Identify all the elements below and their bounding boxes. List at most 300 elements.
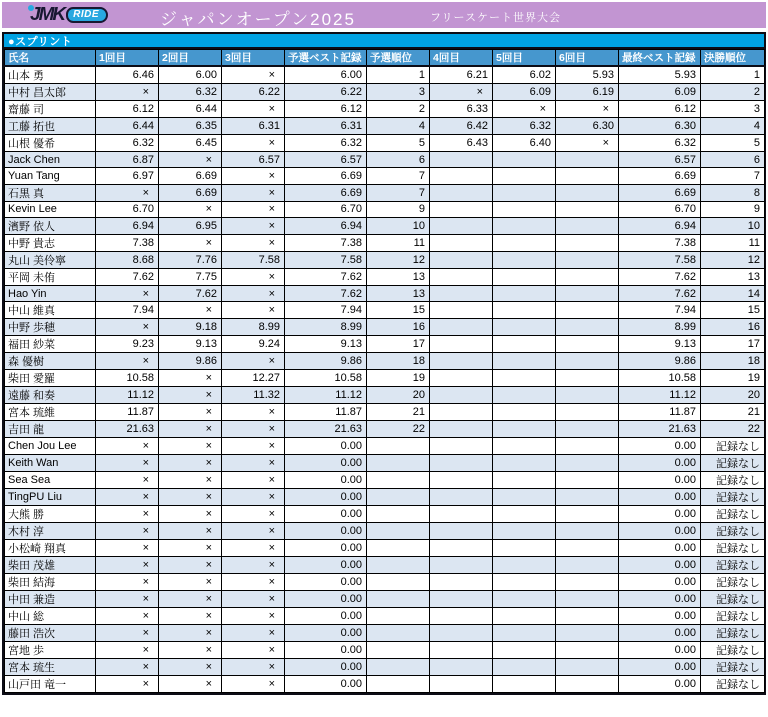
event-banner (2, 2, 766, 28)
value-cell (367, 472, 430, 489)
value-cell (430, 659, 493, 676)
value-cell: 8.99 (222, 319, 285, 336)
value-cell: × (222, 642, 285, 659)
value-cell: 9.86 (619, 353, 701, 370)
athlete-name-cell: 中山 総 (5, 608, 96, 625)
table-row (5, 676, 765, 693)
value-cell (493, 625, 556, 642)
value-cell: 6.33 (430, 101, 493, 118)
value-cell: 6.00 (159, 66, 222, 84)
value-cell (556, 269, 619, 286)
value-cell (430, 608, 493, 625)
value-cell: 0.00 (285, 523, 367, 540)
value-cell: × (159, 625, 222, 642)
table-row (5, 152, 765, 168)
value-cell (493, 152, 556, 168)
value-cell (556, 489, 619, 506)
value-cell (556, 591, 619, 608)
value-cell: × (222, 489, 285, 506)
value-cell (493, 319, 556, 336)
value-cell (430, 438, 493, 455)
value-cell: 6.31 (285, 118, 367, 135)
value-cell: 7.75 (159, 269, 222, 286)
value-cell: 5.93 (619, 66, 701, 84)
table-row (5, 574, 765, 591)
value-cell: 5 (701, 135, 765, 152)
value-cell: 11.87 (96, 404, 159, 421)
athlete-name-cell: 吉田 龍 (5, 421, 96, 438)
value-cell (430, 252, 493, 269)
athlete-name-cell: 宮本 琉生 (5, 659, 96, 676)
value-cell: 11 (367, 235, 430, 252)
value-cell: × (222, 676, 285, 693)
value-cell: 13 (367, 286, 430, 302)
value-cell: 21 (701, 404, 765, 421)
value-cell: 6.32 (159, 84, 222, 101)
value-cell: 0.00 (619, 455, 701, 472)
value-cell (430, 286, 493, 302)
value-cell: 9.86 (285, 353, 367, 370)
value-cell: 4 (701, 118, 765, 135)
athlete-name-cell: 柴田 結海 (5, 574, 96, 591)
value-cell: 20 (367, 387, 430, 404)
value-cell (493, 286, 556, 302)
value-cell: 10 (367, 218, 430, 235)
value-cell: 6.70 (285, 201, 367, 217)
value-cell: × (222, 135, 285, 152)
value-cell: 9 (367, 201, 430, 217)
value-cell (430, 370, 493, 387)
athlete-name-cell: 濱野 依人 (5, 218, 96, 235)
athlete-name-cell: 平岡 未侑 (5, 269, 96, 286)
value-cell: 0.00 (619, 489, 701, 506)
value-cell: 記録なし (701, 438, 765, 455)
table-header-row (5, 50, 765, 67)
value-cell: × (222, 286, 285, 302)
table-row (5, 404, 765, 421)
athlete-name-cell: 遠藤 和奏 (5, 387, 96, 404)
athlete-name-cell: Hao Yin (5, 286, 96, 302)
value-cell (493, 659, 556, 676)
value-cell: 5 (367, 135, 430, 152)
value-cell: 記録なし (701, 642, 765, 659)
value-cell (493, 506, 556, 523)
athlete-name-cell: Kevin Lee (5, 201, 96, 217)
athlete-name-cell: 宮本 琉維 (5, 404, 96, 421)
value-cell: × (159, 387, 222, 404)
value-cell: 7.58 (222, 252, 285, 269)
value-cell: × (159, 421, 222, 438)
value-cell (493, 269, 556, 286)
value-cell: × (96, 184, 159, 201)
value-cell (493, 387, 556, 404)
value-cell: 6.31 (222, 118, 285, 135)
table-row (5, 201, 765, 217)
value-cell: 11.87 (285, 404, 367, 421)
value-cell: 3 (701, 101, 765, 118)
value-cell (556, 336, 619, 353)
value-cell: × (159, 152, 222, 168)
value-cell: × (493, 101, 556, 118)
value-cell (556, 404, 619, 421)
value-cell: × (222, 218, 285, 235)
value-cell: × (96, 353, 159, 370)
value-cell (493, 404, 556, 421)
value-cell (367, 523, 430, 540)
value-cell: 6.94 (96, 218, 159, 235)
value-cell: × (159, 472, 222, 489)
value-cell: × (222, 659, 285, 676)
value-cell: 7.62 (96, 269, 159, 286)
athlete-name-cell: 丸山 美伶寧 (5, 252, 96, 269)
value-cell: 10 (701, 218, 765, 235)
value-cell: 記録なし (701, 659, 765, 676)
value-cell: × (159, 201, 222, 217)
value-cell: 8.68 (96, 252, 159, 269)
value-cell: 22 (367, 421, 430, 438)
value-cell: 6.69 (285, 168, 367, 184)
value-cell: 6.00 (285, 66, 367, 84)
value-cell (556, 370, 619, 387)
value-cell (430, 387, 493, 404)
value-cell (556, 421, 619, 438)
value-cell: × (96, 506, 159, 523)
value-cell: 記録なし (701, 608, 765, 625)
table-row (5, 135, 765, 152)
value-cell: 6.95 (159, 218, 222, 235)
table-row (5, 540, 765, 557)
table-row (5, 353, 765, 370)
value-cell: × (159, 557, 222, 574)
value-cell: × (96, 591, 159, 608)
table-row (5, 472, 765, 489)
value-cell: 記録なし (701, 523, 765, 540)
value-cell: 7 (367, 168, 430, 184)
athlete-name-cell: 山本 勇 (5, 66, 96, 84)
table-row (5, 235, 765, 252)
value-cell: × (96, 642, 159, 659)
column-header-final-best: 最終ベスト記録 (619, 50, 701, 67)
value-cell: 0.00 (619, 642, 701, 659)
value-cell: 0.00 (619, 574, 701, 591)
table-row (5, 184, 765, 201)
results-sheet (2, 32, 766, 695)
value-cell (367, 574, 430, 591)
value-cell: 11.12 (285, 387, 367, 404)
athlete-name-cell: Yuan Tang (5, 168, 96, 184)
value-cell (493, 421, 556, 438)
value-cell: 1 (701, 66, 765, 84)
athlete-name-cell: 石黒 真 (5, 184, 96, 201)
value-cell: 9.18 (159, 319, 222, 336)
athlete-name-cell: 木村 淳 (5, 523, 96, 540)
athlete-name-cell: 齋藤 司 (5, 101, 96, 118)
value-cell: 6.69 (159, 184, 222, 201)
value-cell: × (556, 135, 619, 152)
value-cell: × (222, 201, 285, 217)
value-cell: 6.44 (159, 101, 222, 118)
table-row (5, 168, 765, 184)
value-cell (430, 184, 493, 201)
value-cell: 9.24 (222, 336, 285, 353)
value-cell (430, 625, 493, 642)
section-header-sprint: ●スプリント (4, 34, 764, 49)
value-cell (556, 540, 619, 557)
value-cell (556, 353, 619, 370)
value-cell (556, 235, 619, 252)
value-cell: 0.00 (285, 506, 367, 523)
value-cell: × (222, 269, 285, 286)
value-cell (556, 472, 619, 489)
value-cell: 0.00 (285, 489, 367, 506)
value-cell: × (222, 591, 285, 608)
column-header-round4: 4回目 (430, 50, 493, 67)
table-row (5, 438, 765, 455)
value-cell: 6.09 (619, 84, 701, 101)
value-cell: × (222, 168, 285, 184)
value-cell: × (159, 302, 222, 319)
value-cell: 6.94 (619, 218, 701, 235)
table-row (5, 101, 765, 118)
value-cell: 7.94 (619, 302, 701, 319)
value-cell: 9.86 (159, 353, 222, 370)
value-cell: 7 (701, 168, 765, 184)
value-cell: 0.00 (285, 608, 367, 625)
value-cell: 6.70 (96, 201, 159, 217)
value-cell: 7.58 (619, 252, 701, 269)
athlete-name-cell: 中村 昌太郎 (5, 84, 96, 101)
value-cell: × (222, 66, 285, 84)
value-cell: 6.12 (619, 101, 701, 118)
value-cell: 0.00 (285, 642, 367, 659)
value-cell: × (222, 608, 285, 625)
value-cell: 0.00 (285, 557, 367, 574)
value-cell (430, 676, 493, 693)
athlete-name-cell: 大熊 勝 (5, 506, 96, 523)
column-header-final-rank: 決勝順位 (701, 50, 765, 67)
value-cell: 6.35 (159, 118, 222, 135)
value-cell: 0.00 (619, 523, 701, 540)
value-cell (556, 387, 619, 404)
value-cell: 0.00 (285, 472, 367, 489)
value-cell: 18 (367, 353, 430, 370)
value-cell: 7.94 (96, 302, 159, 319)
value-cell: 17 (701, 336, 765, 353)
value-cell: 7.62 (285, 269, 367, 286)
value-cell: 6.21 (430, 66, 493, 84)
value-cell: 2 (367, 101, 430, 118)
value-cell: × (159, 370, 222, 387)
value-cell: 6.02 (493, 66, 556, 84)
value-cell: × (96, 472, 159, 489)
value-cell (493, 540, 556, 557)
value-cell: × (159, 455, 222, 472)
value-cell (493, 591, 556, 608)
value-cell: × (159, 608, 222, 625)
column-header-name: 氏名 (5, 50, 96, 67)
value-cell: 9.13 (159, 336, 222, 353)
value-cell: × (222, 184, 285, 201)
value-cell (367, 642, 430, 659)
value-cell: 3 (367, 84, 430, 101)
value-cell: 0.00 (619, 540, 701, 557)
value-cell: 7.38 (96, 235, 159, 252)
athlete-name-cell: 宮地 歩 (5, 642, 96, 659)
value-cell: 11 (701, 235, 765, 252)
value-cell: × (96, 574, 159, 591)
athlete-name-cell: 中山 維真 (5, 302, 96, 319)
value-cell (556, 201, 619, 217)
value-cell: × (222, 353, 285, 370)
value-cell: 9.13 (285, 336, 367, 353)
value-cell: 2 (701, 84, 765, 101)
results-table-body (5, 66, 765, 693)
value-cell: 6.57 (619, 152, 701, 168)
value-cell: 6.32 (96, 135, 159, 152)
value-cell (493, 252, 556, 269)
value-cell (493, 168, 556, 184)
athlete-name-cell: Jack Chen (5, 152, 96, 168)
value-cell: 6.30 (556, 118, 619, 135)
value-cell: 21.63 (96, 421, 159, 438)
value-cell: 14 (701, 286, 765, 302)
table-row (5, 421, 765, 438)
value-cell (556, 523, 619, 540)
value-cell: 8.99 (619, 319, 701, 336)
value-cell: 22 (701, 421, 765, 438)
athlete-name-cell: 小松崎 翔真 (5, 540, 96, 557)
value-cell (493, 302, 556, 319)
value-cell (367, 625, 430, 642)
value-cell (556, 625, 619, 642)
value-cell: 記録なし (701, 506, 765, 523)
table-row (5, 269, 765, 286)
value-cell (367, 608, 430, 625)
value-cell: 6.57 (222, 152, 285, 168)
value-cell (493, 574, 556, 591)
value-cell: 0.00 (285, 455, 367, 472)
value-cell: × (556, 101, 619, 118)
table-row (5, 336, 765, 353)
value-cell: × (159, 574, 222, 591)
value-cell (493, 608, 556, 625)
value-cell: 6.32 (619, 135, 701, 152)
athlete-name-cell: Sea Sea (5, 472, 96, 489)
value-cell: × (222, 302, 285, 319)
athlete-name-cell: Keith Wan (5, 455, 96, 472)
value-cell: × (222, 506, 285, 523)
value-cell (556, 252, 619, 269)
value-cell: × (96, 438, 159, 455)
value-cell (556, 218, 619, 235)
value-cell: 6.69 (619, 168, 701, 184)
value-cell: 記録なし (701, 591, 765, 608)
athlete-name-cell: 柴田 愛羅 (5, 370, 96, 387)
table-row (5, 302, 765, 319)
table-row (5, 252, 765, 269)
value-cell: 6.69 (285, 184, 367, 201)
value-cell: 6.32 (285, 135, 367, 152)
value-cell (430, 302, 493, 319)
value-cell (430, 506, 493, 523)
event-title: ジャパンオープン2025 (160, 10, 356, 29)
value-cell: × (159, 659, 222, 676)
value-cell: 0.00 (619, 591, 701, 608)
value-cell: 21.63 (285, 421, 367, 438)
athlete-name-cell: 中野 歩穂 (5, 319, 96, 336)
value-cell (430, 489, 493, 506)
value-cell (556, 659, 619, 676)
value-cell: 6.69 (159, 168, 222, 184)
value-cell (556, 302, 619, 319)
table-row (5, 557, 765, 574)
value-cell: 6.44 (96, 118, 159, 135)
logo-jmk-text: JMK (30, 4, 65, 25)
value-cell (367, 540, 430, 557)
value-cell: × (159, 540, 222, 557)
value-cell: 6.12 (285, 101, 367, 118)
value-cell: 7.62 (619, 269, 701, 286)
value-cell: 6.57 (285, 152, 367, 168)
value-cell (430, 201, 493, 217)
value-cell (367, 489, 430, 506)
value-cell: 0.00 (619, 608, 701, 625)
column-header-round6: 6回目 (556, 50, 619, 67)
value-cell: × (159, 404, 222, 421)
value-cell (556, 184, 619, 201)
value-cell (556, 455, 619, 472)
value-cell: 記録なし (701, 625, 765, 642)
value-cell: 9.23 (96, 336, 159, 353)
value-cell (430, 353, 493, 370)
value-cell: × (96, 523, 159, 540)
value-cell (430, 591, 493, 608)
value-cell: × (430, 84, 493, 101)
value-cell (430, 235, 493, 252)
value-cell (430, 319, 493, 336)
table-row (5, 66, 765, 84)
table-row (5, 608, 765, 625)
value-cell: 6.46 (96, 66, 159, 84)
value-cell: × (96, 676, 159, 693)
value-cell: × (222, 472, 285, 489)
athlete-name-cell: 中野 貴志 (5, 235, 96, 252)
value-cell: 17 (367, 336, 430, 353)
value-cell (493, 489, 556, 506)
value-cell: 0.00 (619, 472, 701, 489)
value-cell: 0.00 (285, 659, 367, 676)
value-cell (556, 152, 619, 168)
value-cell (367, 506, 430, 523)
value-cell: 11.12 (619, 387, 701, 404)
value-cell (493, 218, 556, 235)
table-row (5, 286, 765, 302)
value-cell: 12 (367, 252, 430, 269)
value-cell: 0.00 (285, 438, 367, 455)
table-row (5, 370, 765, 387)
value-cell: × (159, 506, 222, 523)
value-cell: 6.22 (222, 84, 285, 101)
value-cell: × (222, 523, 285, 540)
value-cell: 6.43 (430, 135, 493, 152)
value-cell (367, 557, 430, 574)
table-row (5, 319, 765, 336)
value-cell: 記録なし (701, 540, 765, 557)
value-cell: 13 (367, 269, 430, 286)
table-row (5, 118, 765, 135)
value-cell: 0.00 (619, 625, 701, 642)
value-cell: 6.40 (493, 135, 556, 152)
